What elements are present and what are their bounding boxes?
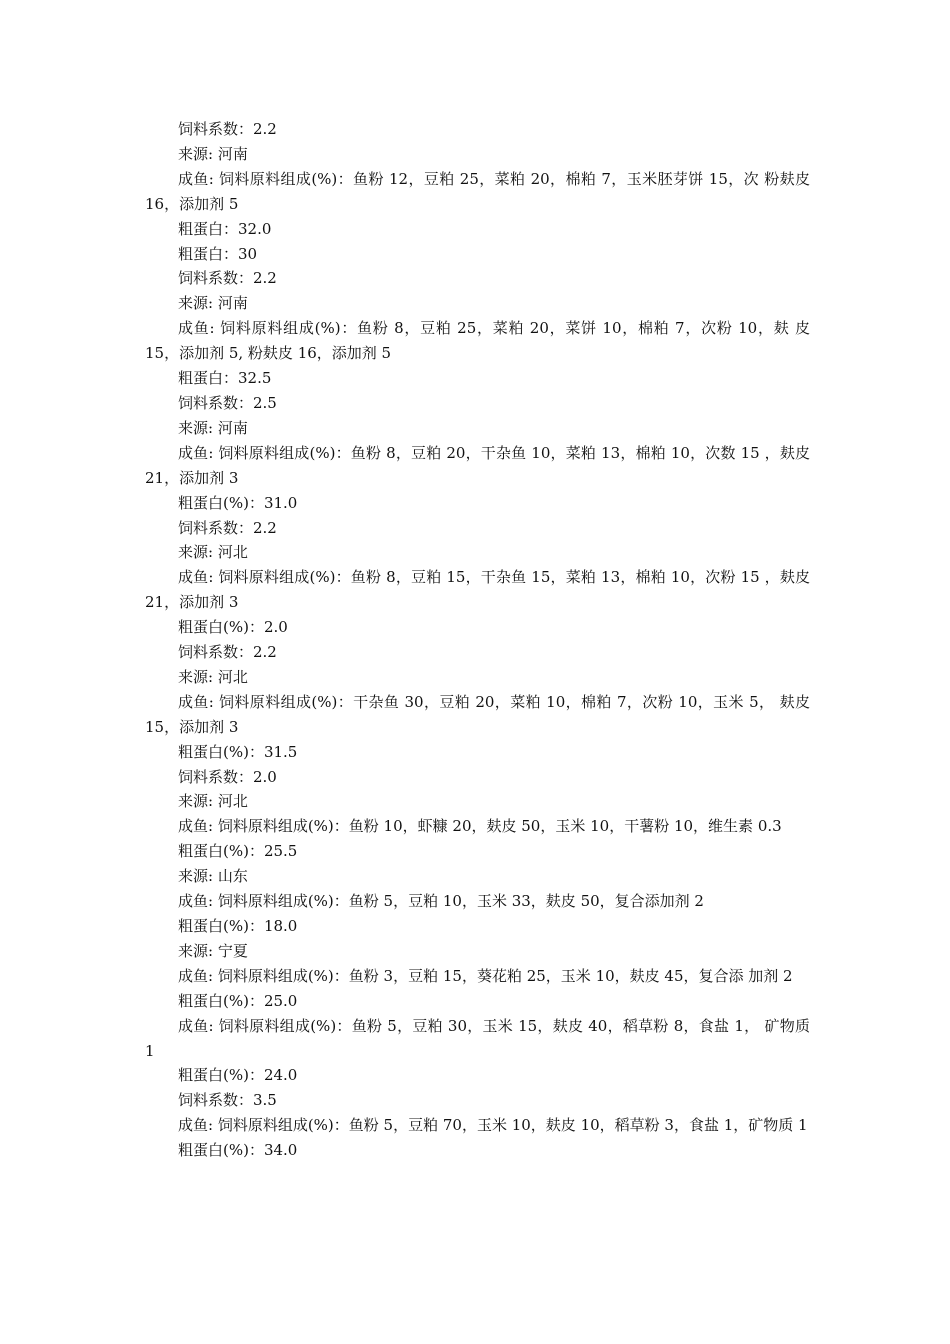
line-composition: 成鱼: 饲料原料组成(%)：鱼粉 3，豆粕 15，葵花粕 25，玉米 10，麸皮 45，复合添 加剂 2 bbox=[178, 966, 793, 985]
line-composition: 成鱼: 饲料原料组成(%)：鱼粉 8，豆粕 25，菜粕 20，菜饼 10，棉粕 7，次粉 10，麸 皮 15，添加剂 5, 粉麸皮 16，添加剂 5 bbox=[145, 319, 810, 363]
line-feed-ratio: 饲料系数：2.0 bbox=[178, 767, 277, 786]
line-composition: 成鱼: 饲料原料组成(%)：鱼粉 5，豆粕 70，玉米 10，麸皮 10，稻草粉 3，食盐 1，矿物质 1 bbox=[178, 1116, 808, 1135]
line-composition: 成鱼: 饲料原料组成(%)：鱼粉 10，虾糠 20，麸皮 50，玉米 10，干薯粉 10，维生素 0.3 bbox=[178, 817, 782, 836]
line-source: 来源: 山东 bbox=[178, 867, 248, 886]
line-source: 来源: 河北 bbox=[178, 543, 248, 562]
document-body bbox=[145, 117, 810, 1163]
line-composition: 成鱼: 饲料原料组成(%)：干杂鱼 30，豆粕 20，菜粕 10，棉粕 7，次粉 10，玉米 5， 麸皮 15，添加剂 3 bbox=[145, 692, 810, 736]
line-feed-ratio: 饲料系数：2.2 bbox=[178, 120, 277, 138]
line-composition: 成鱼: 饲料原料组成(%)：鱼粉 5，豆粕 30，玉米 15，麸皮 40，稻草粉 8，食盐 1， 矿物质 1 bbox=[145, 1016, 810, 1060]
line-crude-protein: 粗蛋白(%)：2.0 bbox=[178, 618, 288, 637]
line-composition: 成鱼: 饲料原料组成(%)：鱼粉 12，豆粕 25，菜粕 20，棉粕 7，玉米胚芽饼 15，次 粉麸皮 16，添加剂 5 bbox=[145, 169, 810, 213]
line-feed-ratio: 饲料系数：2.2 bbox=[178, 269, 277, 288]
line-crude-protein: 粗蛋白：32.0 bbox=[178, 219, 272, 238]
line-crude-protein: 粗蛋白(%)：25.0 bbox=[178, 991, 298, 1010]
line-crude-protein: 粗蛋白：32.5 bbox=[178, 369, 272, 388]
line-feed-ratio: 饲料系数：3.5 bbox=[178, 1091, 277, 1110]
line-source: 来源: 河北 bbox=[178, 792, 248, 811]
line-composition: 成鱼: 饲料原料组成(%)：鱼粉 5，豆粕 10，玉米 33，麸皮 50，复合添加剂 2 bbox=[178, 892, 704, 911]
line-composition: 成鱼: 饲料原料组成(%)：鱼粉 8，豆粕 15，干杂鱼 15，菜粕 13，棉粕 10，次粉 15 ，麸皮 21，添加剂 3 bbox=[145, 568, 810, 612]
line-source: 来源: 河北 bbox=[178, 667, 248, 686]
line-crude-protein: 粗蛋白(%)：24.0 bbox=[178, 1066, 298, 1085]
line-source: 来源: 河南 bbox=[178, 294, 248, 313]
line-feed-ratio: 饲料系数：2.5 bbox=[178, 393, 277, 412]
line-feed-ratio: 饲料系数：2.2 bbox=[178, 518, 277, 537]
line-source: 来源: 河南 bbox=[178, 144, 248, 163]
line-crude-protein: 粗蛋白(%)：25.5 bbox=[178, 842, 298, 861]
line-composition: 成鱼: 饲料原料组成(%)：鱼粉 8，豆粕 20，干杂鱼 10，菜粕 13，棉粕 10，次数 15 ，麸皮 21，添加剂 3 bbox=[145, 443, 810, 487]
line-crude-protein: 粗蛋白(%)：31.0 bbox=[178, 493, 298, 512]
line-source: 来源: 河南 bbox=[178, 418, 248, 437]
line-source: 来源: 宁夏 bbox=[178, 941, 248, 960]
line-feed-ratio: 饲料系数：2.2 bbox=[178, 643, 277, 662]
line-crude-protein: 粗蛋白(%)：34.0 bbox=[178, 1141, 298, 1160]
line-crude-protein: 粗蛋白(%)：31.5 bbox=[178, 742, 298, 761]
line-crude-protein: 粗蛋白(%)：18.0 bbox=[178, 917, 298, 935]
line-crude-protein: 粗蛋白：30 bbox=[178, 244, 258, 263]
